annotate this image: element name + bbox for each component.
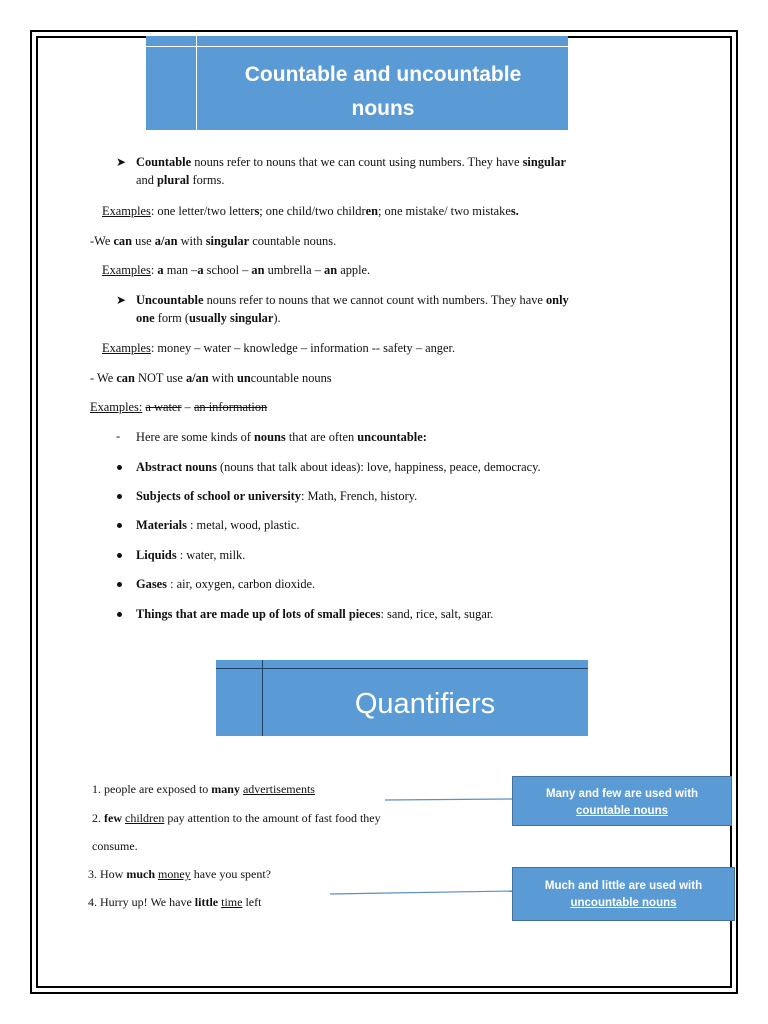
examples-uncountable: Examples: money – water – knowledge – information -- safety – anger. [102,341,456,355]
note-countable [512,776,732,826]
arrow-bullet-icon: ➤ [116,155,127,169]
rule-cannot-use-a-an: - We can NOT use a/an with uncountable nouns [90,371,332,385]
uncountable-definition-line2: one form (usually singular). [136,311,281,325]
page-title-line2: nouns [351,97,415,120]
examples-articles: Examples: a man –a school – an umbrella – an apple. [102,263,371,277]
sentence-4: 4. Hurry up! We have little time left [88,895,262,909]
examples-countable: Examples: one letter/two letters; one child/two children; one mistake/ two mistakes. [102,204,519,218]
countable-definition-line2: and plural forms. [136,173,225,187]
list-item: Materials : metal, wood, plastic. [136,518,300,532]
rule-can-use-a-an: -We can use a/an with singular countable nouns. [90,234,337,248]
list-item: Gases : air, oxygen, carbon dioxide. [136,577,316,591]
page-title-line1: Countable and uncountable [244,63,522,86]
list-item: Subjects of school or university: Math, French, history. [136,489,418,503]
kinds-intro: Here are some kinds of nouns that are often uncountable: [136,430,427,444]
note-countable-line1: Many and few are used with [545,788,699,800]
countable-definition-line1: Countable nouns refer to nouns that we can count using numbers. They have singular [136,155,566,169]
uncountable-definition-line1: Uncountable nouns refer to nouns that we cannot count with numbers. They have only [136,293,569,307]
examples-wrong-usage: Examples: a water – an information [90,400,268,414]
connector-line-countable [385,799,512,800]
list-item: Things that are made up of lots of small pieces: sand, rice, salt, sugar. [136,607,494,621]
note-uncountable [512,867,735,921]
note-countable-line2: countable nouns [576,805,668,817]
sentence-3: 3. How much money have you spent? [88,867,271,881]
note-uncountable-line1: Much and little are used with [544,880,703,892]
arrow-bullet-icon: ➤ [116,293,127,307]
note-uncountable-line2: uncountable nouns [570,897,677,909]
list-item: Liquids : water, milk. [136,548,246,562]
connector-line-uncountable [330,891,512,894]
sentence-2-continued: consume. [92,839,138,853]
sentence-2: 2. few children pay attention to the amount of fast food they [92,811,381,825]
list-item: Abstract nouns (nouns that talk about ideas): love, happiness, peace, democracy. [136,460,541,474]
dash-bullet-icon: - [116,429,121,443]
quantifiers-title: Quantifiers [354,688,496,720]
sentence-1: 1. people are exposed to many advertisements [92,782,315,796]
